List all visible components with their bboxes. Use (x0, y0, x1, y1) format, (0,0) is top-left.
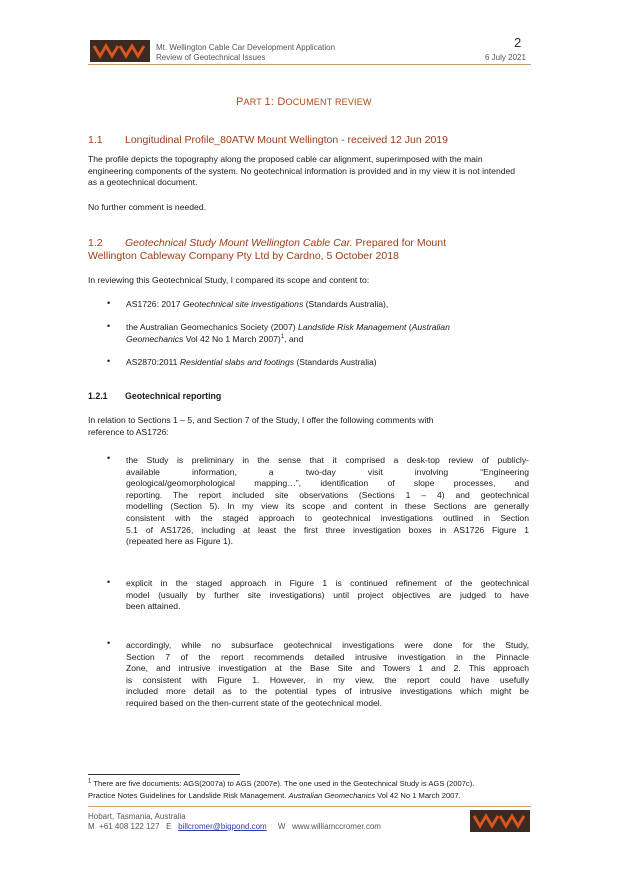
footer-divider (88, 806, 531, 807)
section-1-1-para2: No further comment is needed. (88, 202, 206, 212)
section-1-2-intro: In reviewing this Geotechnical Study, I compared its scope and content to: (88, 275, 370, 285)
bullet-marker: • (107, 453, 111, 463)
section-1-2-heading: 1.2 Geotechnical Study Mount Wellington Cable Car. Prepared for Mount Wellington Cableway Company Pty Ltd by Cardno, 5 October 2018 (88, 237, 447, 262)
page-number: 2 (514, 35, 522, 50)
bullet-marker: • (107, 321, 111, 331)
header-divider (88, 64, 531, 65)
list-item: the Australian Geomechanics Society (2007) Landslide Risk Management (Australian Geomechanics Vol 42 No 1 March 2007)$^1$, and (126, 322, 450, 344)
footer-location: Hobart, Tasmania, Australia (88, 812, 186, 821)
list-item: AS1726: 2017 Geotechnical site investigations (Standards Australia), (126, 299, 389, 309)
section-1-1-heading: 1.1 Longitudinal Profile_80ATW Mount Wellington - received 12 Jun 2019 (88, 134, 448, 146)
footer-contact: M +61 408 122 127 E billcromer@bigpond.com W www.williamccromer.com (88, 822, 381, 831)
footnote-divider (88, 774, 240, 775)
section-1-1-para1: The profile depicts the topography along the proposed cable car alignment, superimposed with the main engineering components of the system. No geotechnical information is provided and in my view it is not intended as a geotechnical document. (88, 154, 516, 188)
website-link[interactable]: www.williamccromer.com (292, 822, 381, 831)
header-date: 6 July 2021 (485, 53, 526, 62)
list-item: accordingly, while no subsurface geotechnical investigations were done for the Study, Section 7 of the report recommends detailed intrusive investigation in the Pinnacle Zone, and intrusive investigation at the Base Site and Towers 1 and 2. This approach is consistent with Figure 1. However, in my view, the report could have usefully included more detail as to the potential types of intrusive investigations which might be required based on the then-current state of the geotechnical model. (126, 640, 529, 708)
bullet-marker: • (107, 298, 111, 308)
section-1-2-1-heading: 1.2.1 Geotechnical reporting (88, 391, 222, 401)
bullet-marker: • (107, 577, 111, 587)
company-logo (90, 40, 150, 62)
footnote-ref: 1 (280, 333, 285, 340)
list-item: AS2870:2011 Residential slabs and footings (Standards Australia) (126, 357, 377, 367)
bullet-marker: • (107, 638, 111, 648)
email-link[interactable]: billcromer@bigpond.com (178, 822, 267, 831)
footnote: $^1$ There are five documents: AGS(2007a) to AGS (2007e). The one used in the Geotechnical Study is AGS (2007c). Practice Notes Guidelines for Landslide Risk Management. Australian Geomechanics Vol 42 No 1 March 2007. (88, 778, 475, 800)
list-item: the Study is preliminary in the sense that it comprised a desk-top review of publicly- available information, a two-day visit involving “Engineering geological/geomorphological mapping…”, identification of slope processes, and reporting. The report included site observations (Sections 1 – 4) and geotechnical modelling (Section 5). In my view its scope and content in these Sections are generally consistent with the staged approach to geotechnical investigations outlined in Section 5.1 of AS1726, including at least the first three investigation boxes in AS1726 Figure 1 (repeated here as Figure 1). (126, 455, 529, 547)
part-title: PART 1: DOCUMENT REVIEW (236, 96, 372, 108)
header-title-line2: Review of Geotechnical Issues (156, 53, 266, 62)
header-title-line1: Mt. Wellington Cable Car Development Application (156, 43, 336, 52)
bullet-marker: • (107, 356, 111, 366)
section-1-2-1-intro: In relation to Sections 1 – 5, and Section 7 of the Study, I offer the following comments with reference to AS1726: (88, 415, 434, 437)
list-item: explicit in the staged approach in Figure 1 is continued refinement of the geotechnical model (usually by further site investigations) until project objectives are judged to have been attained. (126, 578, 529, 612)
footer-logo (470, 810, 530, 832)
